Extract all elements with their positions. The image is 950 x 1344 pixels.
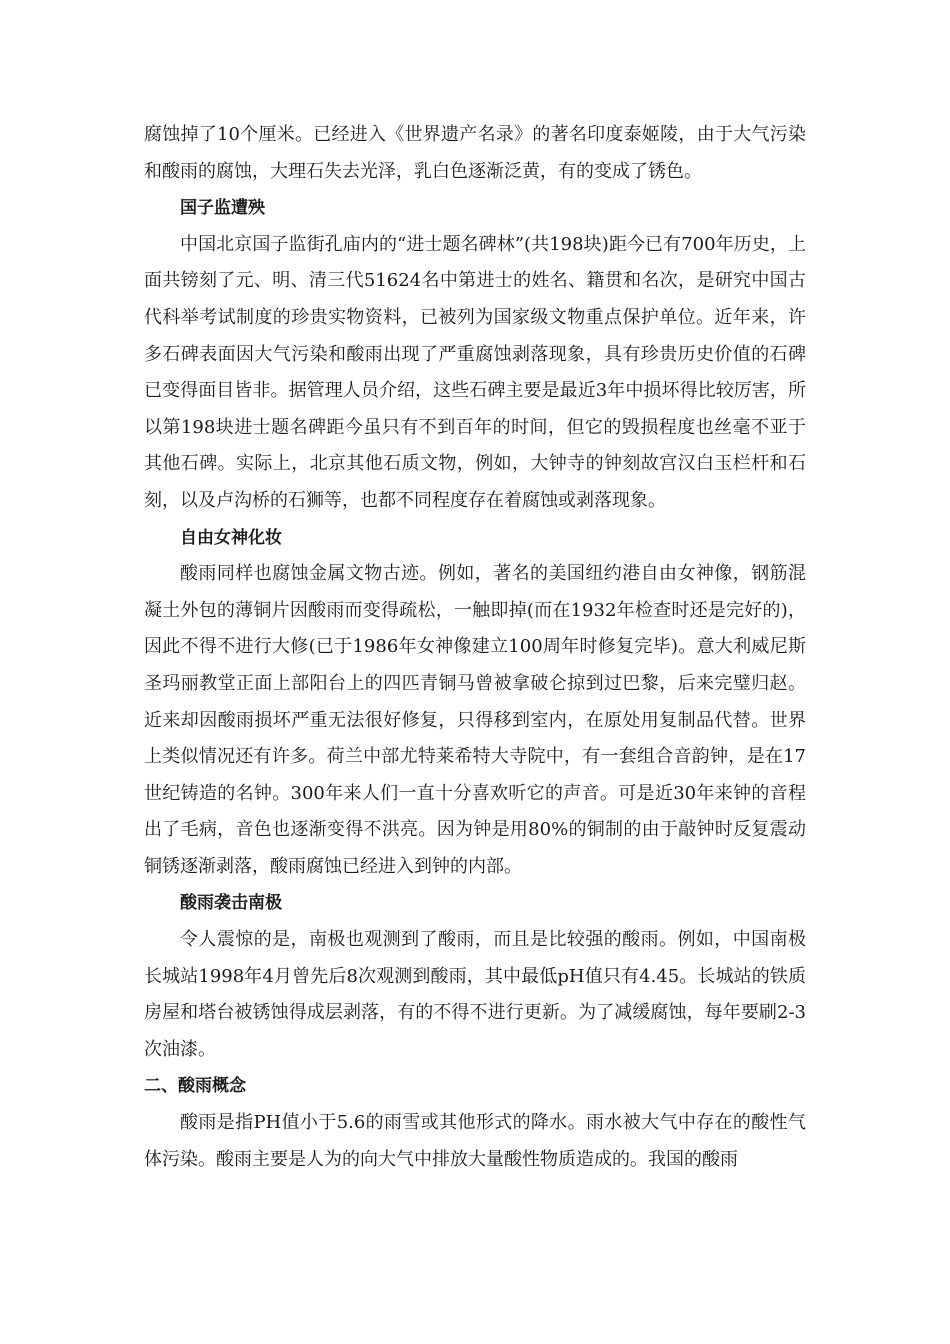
paragraph-guozijian: 中国北京国子监街孔庙内的“进士题名碑林”(共198块)距今已有700年历史，上面共镑刻了元、明、清三代51624名中第进士的姓名、籍贯和名次，是研究中国古代科举考试制度的珍贵实物资料，已被列为国家级文物重点保护单位。近年来，许多石碑表面因大气污染和酸雨出现了严重腐蚀剥落现象，具有珍贵历史价值的石碑已变得面目皆非。据管理人员介绍，这些石碑主要是最近3年中损坏得比较厉害，所以第198块进士题名碑距今虽只有不到百年的时间，但它的毁损程度也丝毫不亚于其他石碑。实际上，北京其他石质文物，例如，大钟寺的钟刻故宫汉白玉栏杆和石刻，以及卢沟桥的石狮等，也都不同程度存在着腐蚀或剥落现象。 [144,233,806,511]
paragraph-antarctica: 令人震惊的是，南极也观测到了酸雨，而且是比较强的酸雨。例如，中国南极长城站1998年4月曾先后8次观测到酸雨，其中最低pH值只有4.45。长城站的铁质房屋和塔台被锈蚀得成层剥落，有的不得不进行更新。为了减缓腐蚀，每年要刷2-3次油漆。 [144,929,806,1060]
subheading-guozijian: 国子监遭殃 [180,198,265,219]
subheading-antarctica: 酸雨袭击南极 [180,893,282,914]
paragraph-acid-rain-concept: 酸雨是指PH值小于5.6的雨雪或其他形式的降水。雨水被大气中存在的酸性气体污染。酸雨主要是人为的向大气中排放大量酸性物质造成的。我国的酸雨 [144,1112,806,1170]
subheading-statue-of-liberty: 自由女神化妆 [180,527,282,548]
section-heading-acid-rain-concept: 二、酸雨概念 [144,1076,246,1097]
document-page [144,117,806,1178]
paragraph-metal-relics: 酸雨同样也腐蚀金属文物古迹。例如，著名的美国纽约港自由女神像，钢筋混凝土外包的薄铜片因酸雨而变得疏松，一触即掉(而在1932年检查时还是完好的)，因此不得不进行大修(已于1986年女神像建立100周年时修复完毕)。意大利威尼斯圣玛丽教堂正面上部阳台上的四匹青铜马曾被拿破仑掠到过巴黎，后来完璧归赵。近来却因酸雨损坏严重无法很好修复，只得移到室内，在原处用复制品代替。世界上类似情况还有许多。荷兰中部尤特莱希特大寺院中，有一套组合音韵钟，是在17世纪铸造的名钟。300年来人们一直十分喜欢听它的声音。可是近30年来钟的音程出了毛病，音色也逐渐变得不洪亮。因为钟是用80%的铜制的由于敲钟时反复震动铜锈逐渐剥落，酸雨腐蚀已经进入到钟的内部。 [144,563,806,877]
paragraph-taj-mahal: 腐蚀掉了10个厘米。已经进入《世界遗产名录》的著名印度泰姬陵，由于大气污染和酸雨的腐蚀，大理石失去光泽，乳白色逐渐泛黄，有的变成了锈色。 [144,124,806,182]
